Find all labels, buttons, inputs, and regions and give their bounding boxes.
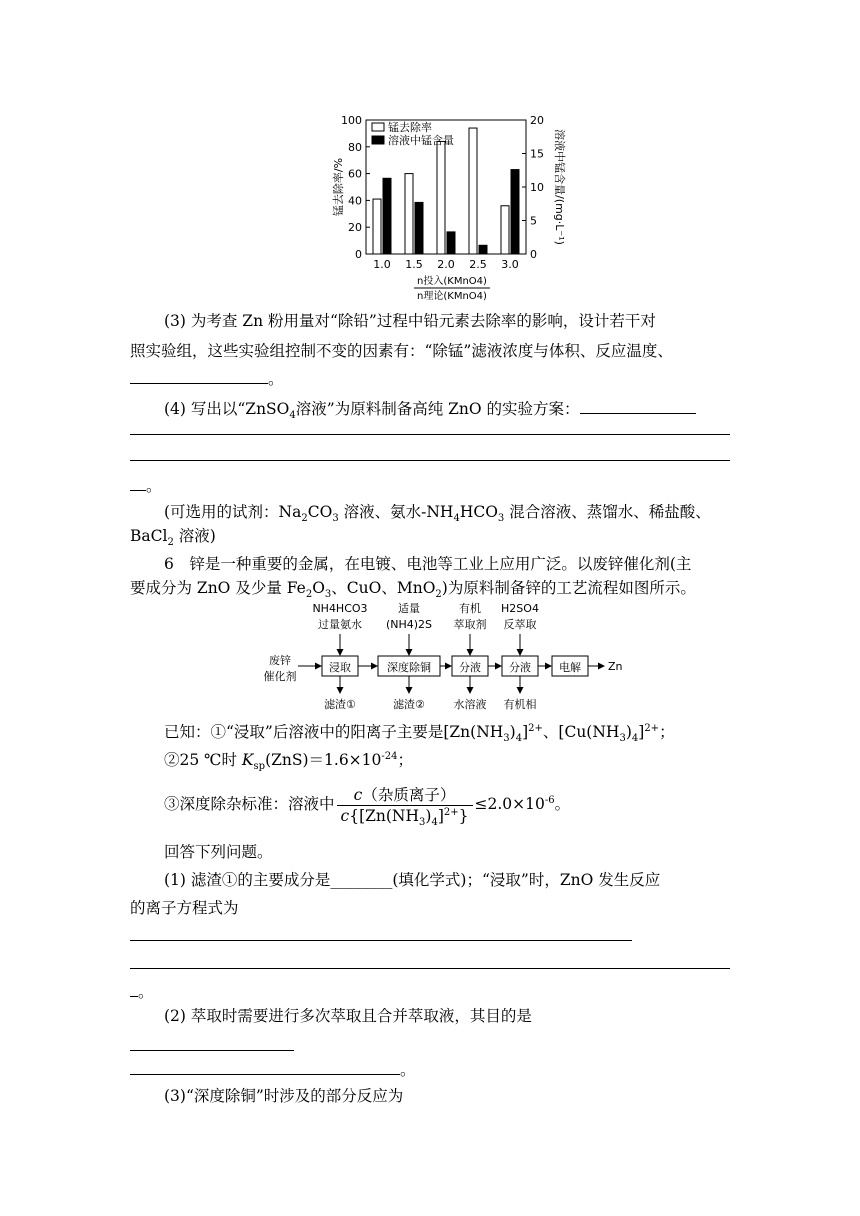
process-step-label: 分液 bbox=[459, 661, 481, 674]
process-flowchart bbox=[262, 602, 622, 714]
reagent-label: NH4HCO3 bbox=[312, 602, 368, 615]
bar-mn-content bbox=[479, 245, 487, 254]
concentration-fraction: $\frac{\text{c（杂质离子）}}{c\{[Zn(NH_3)_4]^{2+}\}}$ bbox=[337, 785, 473, 826]
x-tick-label: 3.0 bbox=[501, 258, 519, 271]
a1-line1: (1) 滤渣①的主要成分是________(填化学式)；“浸取”时，ZnO 发生反应 bbox=[164, 871, 661, 889]
reagent-label: (NH4)2S bbox=[385, 618, 433, 631]
legend-swatch-solid bbox=[372, 136, 384, 144]
answer-blank[interactable] bbox=[130, 980, 138, 997]
x-tick-label: 1.0 bbox=[373, 258, 391, 271]
legend-label: 溶液中锰含量 bbox=[388, 134, 454, 147]
answer-blank[interactable] bbox=[130, 1058, 400, 1075]
bar-mn-content bbox=[447, 232, 455, 254]
bar-mn-content bbox=[415, 202, 423, 254]
legend-swatch-hollow bbox=[372, 123, 384, 131]
known-1: 已知：①“浸取”后溶液中的阳离子主要是$[Zn(NH_3)_4]^{2+}$、$[Cu(NH_3)_4]^{2+}$； bbox=[164, 722, 675, 745]
problem6-line2: 要成分为 ZnO 及少量 $Fe_2O_3$、CuO、MnO$_2$)为原料制备锌的工艺流程如图所示。 bbox=[130, 579, 696, 601]
y-tick-label: 40 bbox=[348, 194, 362, 208]
y2-tick-label: 15 bbox=[530, 147, 544, 161]
y-tick-label: 20 bbox=[348, 221, 362, 235]
output-label: 滤渣① bbox=[324, 698, 356, 711]
y-tick-label: 60 bbox=[348, 167, 362, 181]
reagent-label: 有机 bbox=[459, 602, 481, 615]
answer-blank[interactable] bbox=[130, 474, 146, 491]
answer-line[interactable] bbox=[130, 968, 730, 969]
reagent-label: 过量氨水 bbox=[318, 618, 362, 631]
answer-blank[interactable] bbox=[130, 367, 268, 384]
bar-mn-content bbox=[383, 178, 391, 254]
answer-line[interactable] bbox=[130, 1050, 294, 1051]
a1-line2: 的离子方程式为 bbox=[130, 899, 239, 917]
answer-blank[interactable] bbox=[580, 397, 696, 414]
answer-line[interactable] bbox=[130, 434, 730, 435]
y2-tick-label: 0 bbox=[530, 248, 537, 261]
manganese-removal-chart bbox=[330, 106, 570, 302]
reagent-label: 适量 bbox=[398, 602, 420, 615]
y-tick-label: 100 bbox=[341, 114, 362, 127]
process-step-label: 深度除铜 bbox=[387, 661, 431, 674]
q3-line3: 。 bbox=[130, 367, 730, 391]
x-tick-label: 2.0 bbox=[437, 258, 455, 271]
q3-line2: 照实验组，这些实验组控制不变的因素有：“除锰”滤液浓度与体积、反应温度、 bbox=[130, 342, 673, 360]
answer-line[interactable] bbox=[130, 460, 730, 461]
legend-label: 锰去除率 bbox=[388, 121, 432, 134]
a2-end: 。 bbox=[130, 1058, 730, 1082]
output-label: 水溶液 bbox=[453, 698, 487, 711]
answer-prompt: 回答下列问题。 bbox=[164, 843, 273, 861]
chart-svg bbox=[330, 106, 570, 302]
reagent-label: H2SO4 bbox=[501, 602, 539, 615]
q4-end: 。 bbox=[130, 474, 730, 498]
reagents-line2: BaCl$_2$ 溶液) bbox=[130, 527, 216, 549]
a3-line1: (3)“深度除铜”时涉及的部分反应为 bbox=[164, 1087, 404, 1105]
product-label: Zn bbox=[608, 660, 622, 673]
q4-line1: (4) 写出以“ZnSO$_4$溶液”为原料制备高纯 ZnO 的实验方案： bbox=[164, 397, 764, 421]
y-axis-title: 锰去除率/% bbox=[332, 157, 345, 217]
y-tick-label: 0 bbox=[355, 248, 362, 261]
y2-axis-title: 溶液中锰含量/(mg·L⁻¹) bbox=[553, 129, 566, 245]
reagent-label: 反萃取 bbox=[503, 618, 537, 631]
bar-removal-rate bbox=[373, 199, 381, 254]
process-step-label: 分液 bbox=[509, 661, 531, 674]
bar-removal-rate bbox=[437, 141, 445, 254]
output-label: 有机相 bbox=[503, 698, 537, 711]
process-step-label: 浸取 bbox=[329, 661, 351, 674]
answer-line[interactable] bbox=[130, 940, 632, 941]
a1-end: 。 bbox=[130, 980, 730, 1004]
reagent-label: 萃取剂 bbox=[453, 618, 487, 631]
x-tick-label: 2.5 bbox=[469, 258, 487, 271]
output-label: 滤渣② bbox=[393, 698, 425, 711]
input-label: 废锌 bbox=[269, 654, 291, 667]
problem6-line1: 6 锌是一种重要的金属，在电镀、电池等工业上应用广泛。以废锌催化剂(主 bbox=[164, 555, 692, 573]
y2-tick-label: 20 bbox=[530, 114, 544, 127]
bar-mn-content bbox=[511, 170, 519, 254]
y-tick-label: 80 bbox=[348, 140, 362, 154]
a2-line1: (2) 萃取时需要进行多次萃取且合并萃取液，其目的是 bbox=[164, 1007, 532, 1025]
flow-svg bbox=[262, 602, 622, 714]
q3-line1: (3) 为考查 Zn 粉用量对“除铅”过程中铅元素去除率的影响，设计若干对 bbox=[164, 312, 656, 330]
bar-removal-rate bbox=[405, 174, 413, 254]
x-axis-title-numerator: n投入(KMnO4) bbox=[417, 276, 487, 287]
process-step-label: 电解 bbox=[559, 661, 581, 674]
bar-removal-rate bbox=[469, 128, 477, 254]
y2-tick-label: 10 bbox=[530, 181, 544, 194]
known-3: ③深度除杂标准：溶液中 $\frac{\text{c（杂质离子）}}{c\{[Zn(NH_3)_4]^{2+}\}}$ $\le 2.0\times 10^{-6}$。 bbox=[164, 785, 571, 828]
input-label: 催化剂 bbox=[263, 670, 297, 683]
reagents-line1: (可选用的试剂：$Na_2CO_3$ 溶液、氨水$-NH_4HCO_3$ 混合溶液、蒸馏水、稀盐酸、 bbox=[164, 503, 711, 525]
y2-tick-label: 5 bbox=[530, 214, 537, 228]
bar-removal-rate bbox=[501, 206, 509, 254]
known-2: ②25 ℃时 $K_{sp}(ZnS)=1.6\times 10^{-24}$； bbox=[164, 750, 414, 773]
x-axis-title-denominator: n理论(KMnO4) bbox=[417, 291, 487, 302]
x-tick-label: 1.5 bbox=[405, 258, 423, 271]
